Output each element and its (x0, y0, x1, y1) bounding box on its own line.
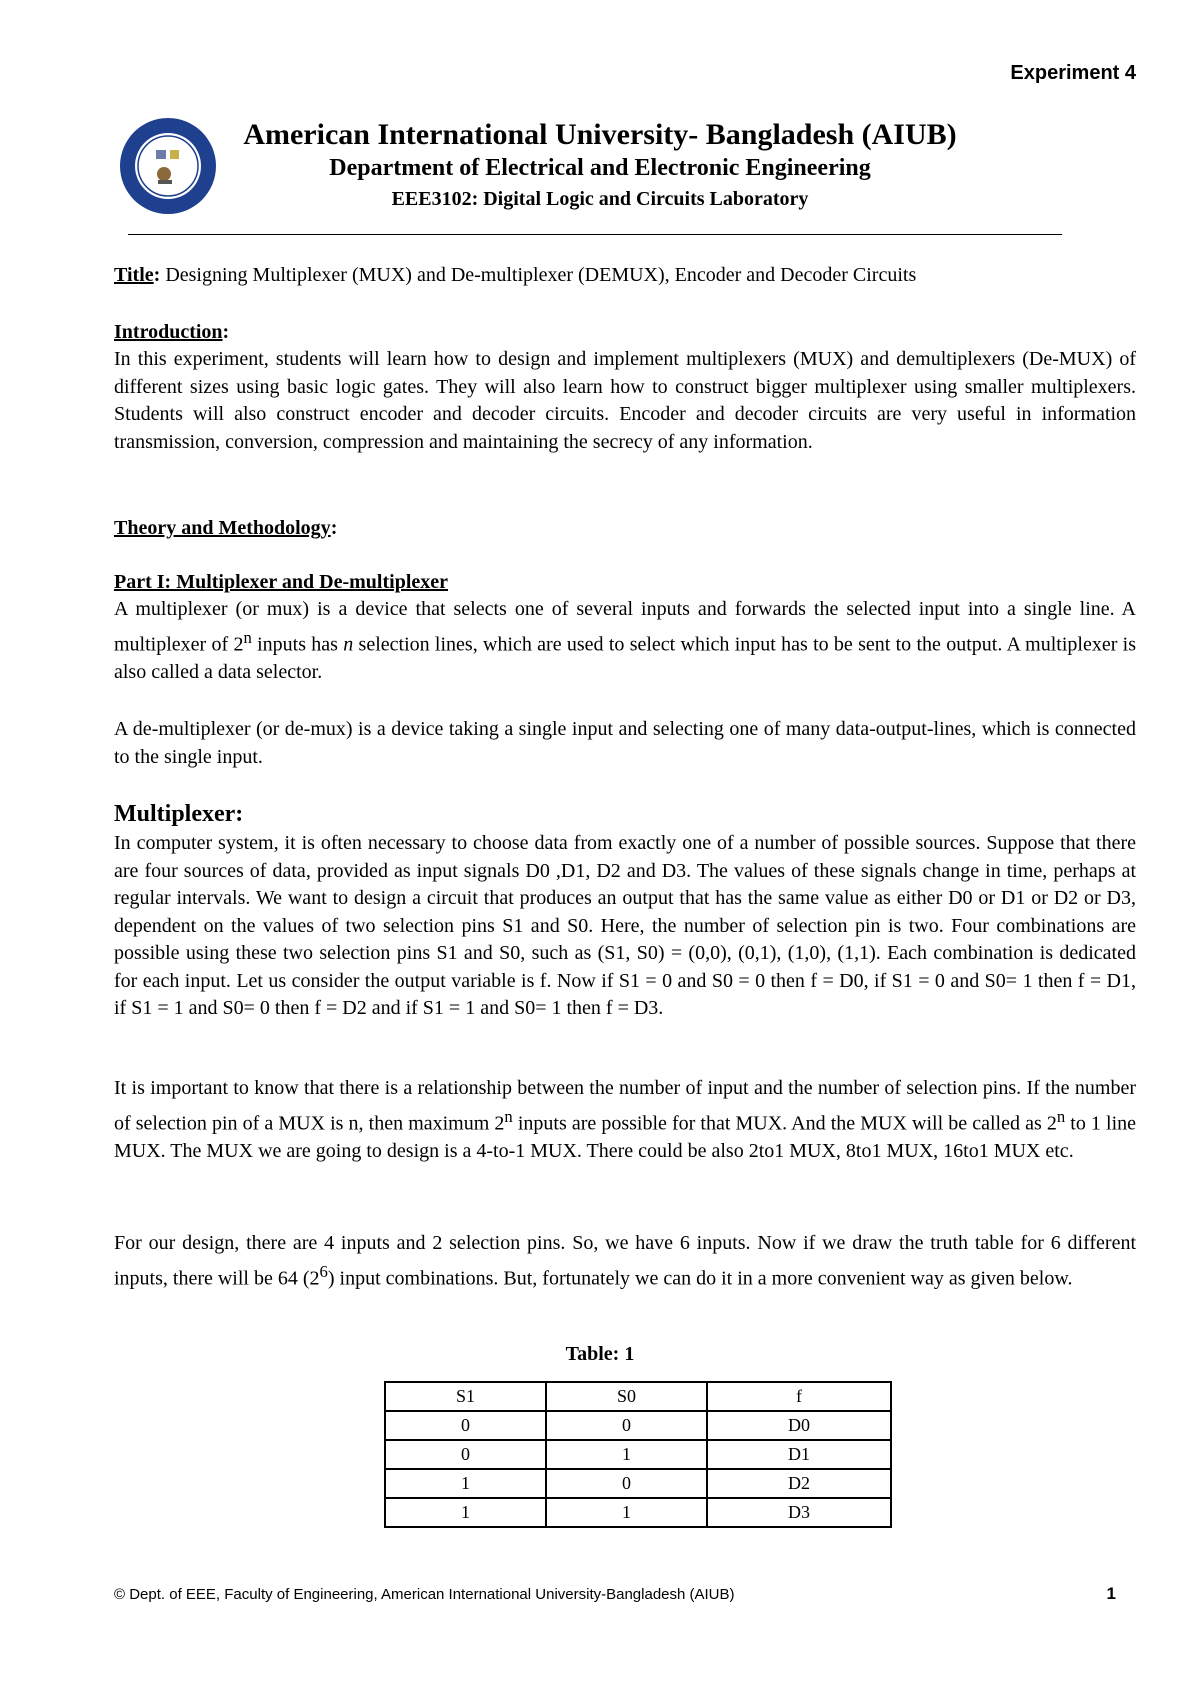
table-header-row (385, 1382, 891, 1411)
table-row (385, 1498, 891, 1527)
demux-definition: A de-multiplexer (or de-mux) is a device taking a single input and selecting one of many data-output-lines, which is connected to the single input. (114, 718, 1136, 768)
table-header-cell: f (707, 1382, 891, 1411)
relationship-text: It is important to know that there is a relationship between the number of input and the number of selection pins. If the number of selection pin of a MUX is n, then maximum 2$^n$ inputs are possible for that MUX. And the MUX will be called as 2$^n$ to 1 line MUX. The MUX we are going to design is a 4-to-1 MUX. There could be also 2to1 MUX, 8to1 MUX, 16to1 MUX etc. (114, 1077, 1137, 1162)
title-colon: : (153, 264, 166, 286)
university-name: American International University- Bangladesh (AIUB) (243, 118, 957, 151)
introduction-heading: Introduction: (114, 321, 230, 343)
part1-heading: Part I: Multiplexer and De-multiplexer (114, 571, 449, 593)
table-header-cell: S1 (385, 1382, 546, 1411)
multiplexer-heading: Multiplexer: (114, 801, 244, 827)
experiment-label: Experiment 4 (1010, 62, 1136, 84)
variable-n: n (343, 633, 354, 656)
table-row (385, 1469, 891, 1498)
table-cell: 0 (546, 1411, 707, 1440)
table-cell: 1 (385, 1469, 546, 1498)
truth-table (384, 1381, 892, 1528)
introduction-text: In this experiment, students will learn how to design and implement multiplexers (MUX) and demultiplexers (De-MUX) of different sizes using basic logic gates. They will also learn how to construct bigger multiplexer using smaller multiplexers. Students will also construct encoder and decoder circuits. Encoder and decoder circuits are very useful in information transmission, conversion, compression and maintaining the secrecy of any information. (114, 348, 1136, 453)
department-name: Department of Electrical and Electronic Engineering (329, 155, 871, 181)
table-cell: D3 (707, 1498, 891, 1527)
table-cell: 1 (546, 1440, 707, 1469)
aiub-logo (118, 116, 218, 216)
theory-heading: Theory and Methodology: (114, 517, 338, 539)
table-cell: 0 (385, 1411, 546, 1440)
superscript-n: n (243, 627, 252, 647)
title-line (114, 262, 1136, 290)
table-caption: Table: 1 (565, 1343, 635, 1365)
table-row (385, 1440, 891, 1469)
course-name: EEE3102: Digital Logic and Circuits Laboratory (391, 188, 809, 210)
table-row (385, 1411, 891, 1440)
table-cell: D0 (707, 1411, 891, 1440)
title-label: Title (114, 264, 154, 286)
table-cell: 1 (385, 1498, 546, 1527)
table-cell: D1 (707, 1440, 891, 1469)
page-number: 1 (1106, 1584, 1116, 1603)
table-cell: D2 (707, 1469, 891, 1498)
design-text: For our design, there are 4 inputs and 2 selection pins. So, we have 6 inputs. Now if we draw the truth table for 6 different inputs, there will be 64 $(2^6)$ input combinations. But, fortunately we can do it in a more convenient way as given below. (114, 1232, 1136, 1290)
multiplexer-text: In computer system, it is often necessary to choose data from exactly one of a number of possible sources. Suppose that there are four sources of data, provided as input signals D0 ,D1, D2 and D3. The values of these signals change in time, perhaps at regular intervals. We want to design a circuit that produces an output that has the same value as either D0 or D1 or D2 or D3, dependent on the values of two selection pins S1 and S0. Here, the number of selection pin is two. Four combinations are possible using these two selection pins S1 and S0, such as (S1, S0) = (0,0), (0,1), (1,0), (1,1). Each combination is dedicated for each input. Let us consider the output variable is f. Now if S1 = 0 and S0 = 0 then f = D0, if S1 = 0 and S0= 1 then f = D1, if S1 = 1 and S0= 0 then f = D2 and if S1 = 1 and S0= 1 then f = D3. (114, 832, 1136, 1019)
table-cell: 1 (546, 1498, 707, 1527)
table-cell: 0 (385, 1440, 546, 1469)
header-divider (128, 234, 1062, 235)
table-cell: 0 (546, 1469, 707, 1498)
footer-copyright: © Dept. of EEE, Faculty of Engineering, American International University-Bangladesh (AIUB) (114, 1586, 735, 1603)
table-header-cell: S0 (546, 1382, 707, 1411)
title-text: Designing Multiplexer (MUX) and De-multiplexer (DEMUX), Encoder and Decoder Circuits (165, 264, 917, 286)
mux-definition: A multiplexer (or mux) is a device that selects one of several inputs and forwards the selected input into a single line. A multiplexer of 2$^n$ inputs has n selection lines, which are used to select which input has to be sent to the output. A multiplexer is also called a data selector. (114, 598, 1136, 683)
